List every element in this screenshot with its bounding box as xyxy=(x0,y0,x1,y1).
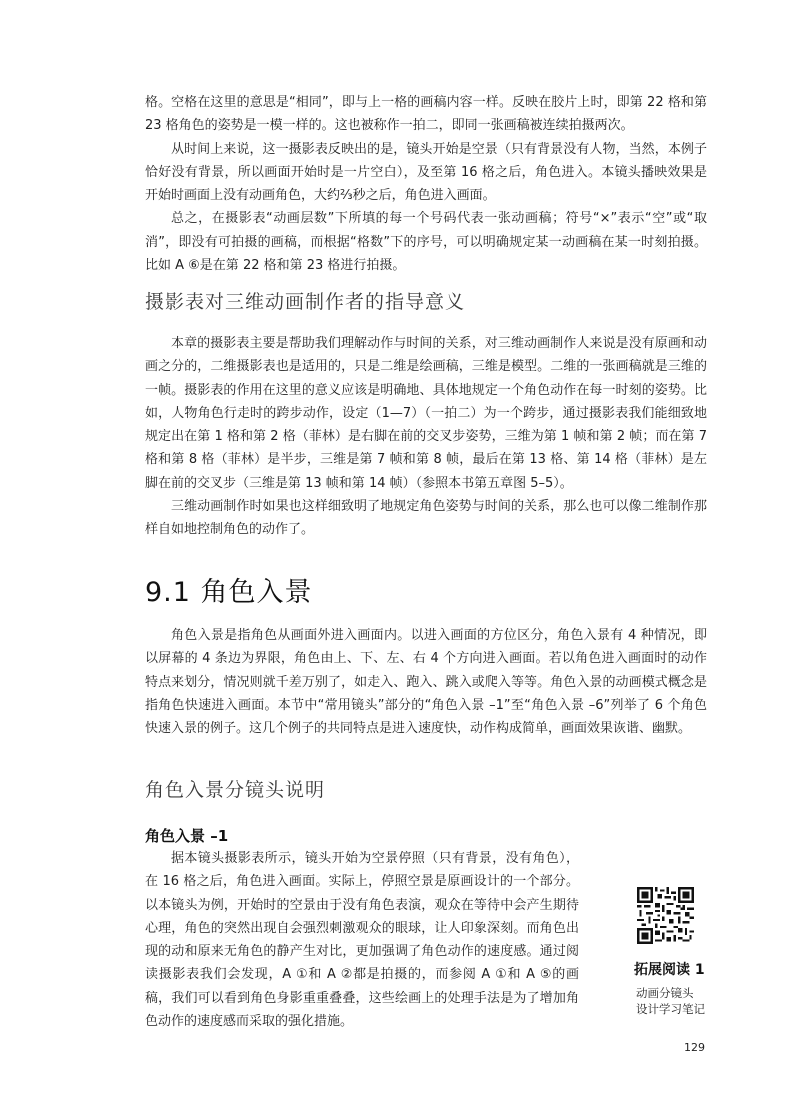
extended-reading-title: 拓展阅读 1 xyxy=(634,962,705,978)
paragraph: 角色入景是指角色从画面外进入画面内。以进入画面的方位区分，角色入景有 4 种情况，即以屏幕的 4 条边为界限，角色由上、下、左、右 4 个方向进入画面。若以角色进入画面时的动作特点来划分，情况则就千差万别了，如走入、跑入、跳入或爬入等等。角色入景的动画模式概念是指角色快速进入画面。本节中“常用镜头”部分的“角色入景 –1”至“角色入景 –6”列举了 6 个角色快速入景的例子。这几个例子的共同特点是进入速度快，动作构成简单，画面效果诙谐、幽默。 xyxy=(145,628,707,737)
extended-reading-subtitle xyxy=(636,985,705,1017)
paragraph: 三维动画制作时如果也这样细致明了地规定角色姿势与时间的关系，那么也可以像二维制作那样自如地控制角色的动作了。 xyxy=(145,499,707,538)
qr-code-icon[interactable] xyxy=(637,887,694,944)
paragraph: 从时间上来说，这一摄影表反映出的是，镜头开始是空景（只有背景没有人物，当然，本例子恰好没有背景，所以画面开始时是一片空白），及至第 16 格之后，角色进入。本镜头播映效果是开始时画面上没有动画角色，大约⅔秒之后，角色进入画面。 xyxy=(145,141,707,204)
sub-heading: 角色入景 –1 xyxy=(145,827,229,845)
extended-reading-line: 设计学习笔记 xyxy=(636,1002,705,1016)
section-heading: 角色入景分镜头说明 xyxy=(145,779,326,801)
paragraph: 据本镜头摄影表所示，镜头开始为空景停照（只有背景，没有角色），在 16 格之后，角色进入画面。实际上，停照空景是原画设计的一个部分。以本镜头为例，开始时的空景由于没有角色表演，观众在等待中会产生期待心理，角色的突然出现自会强烈刺激观众的眼球，让人印象深刻。而角色出现的动和原来无角色的静产生对比，更加强调了角色动作的速度感。通过阅读摄影表我们会发现，A ①和 A ②都是拍摄的，而参阅 A ①和 A ⑤的画稿，我们可以看到角色身影重重叠叠，这些绘画上的处理手法是为了增加角色动作的速度感而采取的强化措施。 xyxy=(145,851,579,1030)
paragraph: 本章的摄影表主要是帮助我们理解动作与时间的关系，对三维动画制作人来说是没有原画和动画之分的，二维摄影表也是适用的，只是二维是绘画稿，三维是模型。二维的一张画稿就是三维的一帧。摄影表的作用在这里的意义应该是明确地、具体地规定一个角色动作在每一时刻的姿势。比如，人物角色行走时的跨步动作，设定（1—7）（一拍二）为一个跨步，通过摄影表我们能细致地规定出在第 1 格和第 2 格（菲林）是右脚在前的交叉步姿势，三维为第 1 帧和第 2 帧；而在第 7 格和第 8 格（菲林）是半步，三维是第 7 帧和第 8 帧，最后在第 13 格、第 14 格（菲林）是左脚在前的交叉步（三维是第 13 帧和第 14 帧）（参照本书第五章图 5–5）。 xyxy=(145,336,707,491)
shot-description xyxy=(145,847,579,1033)
paragraph: 总之，在摄影表“动画层数”下所填的每一个号码代表一张动画稿；符号“×”表示“空”或“取消”，即没有可拍摄的画稿，而根据“格数”下的序号，可以明确规定某一动画稿在某一时刻拍摄。比如 A ⑥是在第 22 格和第 23 格进行拍摄。 xyxy=(145,211,707,274)
character-entry-section xyxy=(145,624,707,740)
section-heading: 摄影表对三维动画制作者的指导意义 xyxy=(145,291,466,313)
paragraph: 格。空格在这里的意思是“相同”，即与上一格的画稿内容一样。反映在胶片上时，即第 22 格和第 23 格角色的姿势是一模一样的。这也被称作一拍二，即同一张画稿被连续拍摄两次。 xyxy=(145,95,707,134)
chapter-heading: 9.1 角色入景 xyxy=(145,577,313,608)
guidance-section xyxy=(145,332,707,542)
page-number: 129 xyxy=(684,1041,705,1054)
top-section xyxy=(145,91,707,277)
extended-reading-line: 动画分镜头 xyxy=(636,986,694,1000)
